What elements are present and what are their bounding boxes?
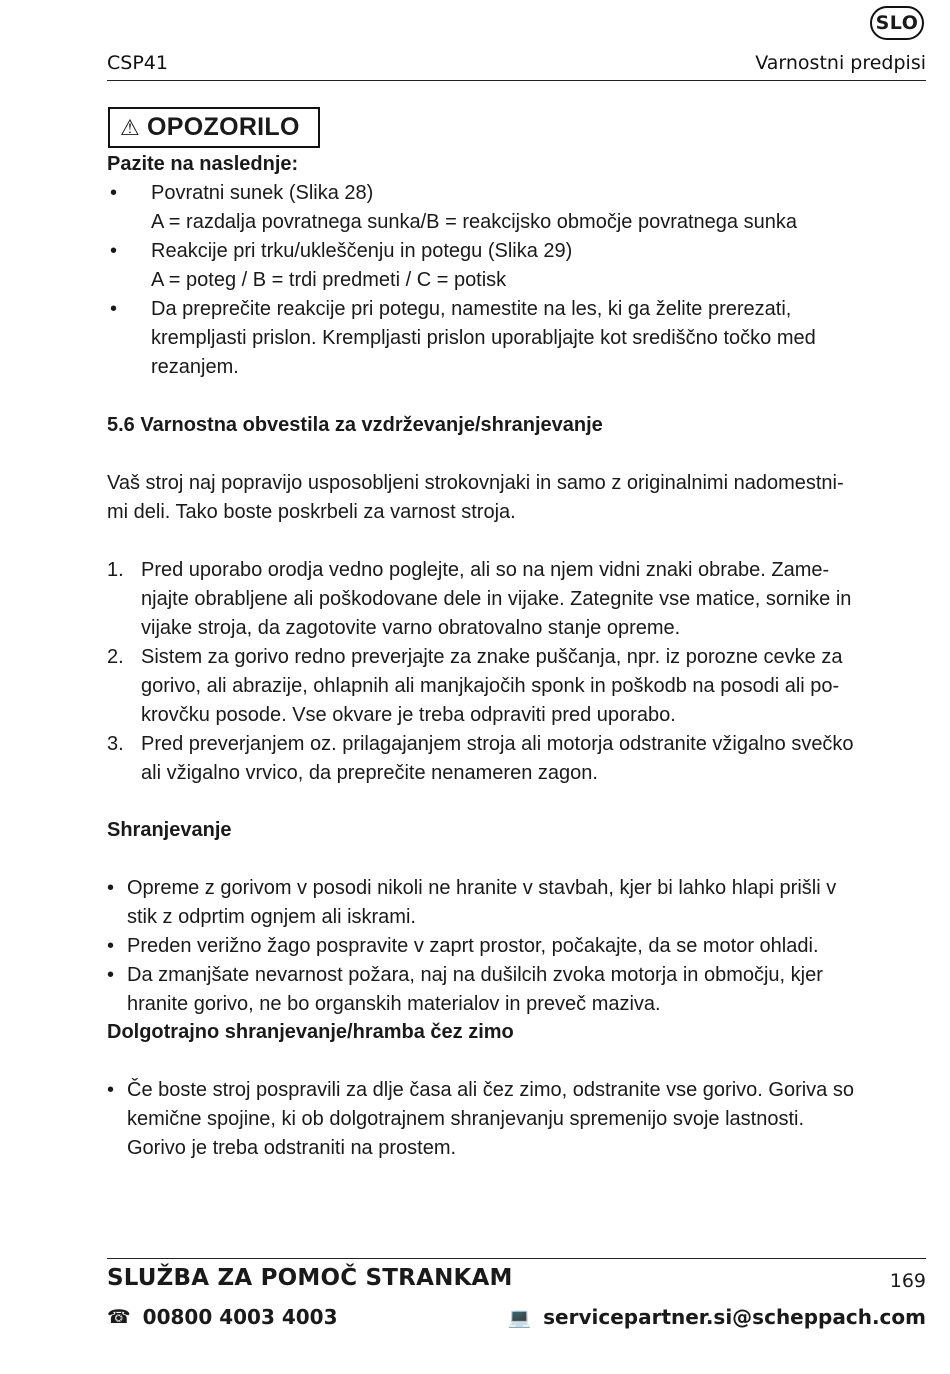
computer-icon: 💻 [507,1306,532,1329]
phone-number: 00800 4003 4003 [142,1305,338,1329]
footer-divider [107,1258,926,1259]
bullet-dot: • [110,182,118,204]
list-item: Povratni sunek (Slika 28) [151,182,374,204]
service-email [507,1305,926,1329]
list-item-cont: Gorivo je treba odstraniti na prostem. [127,1137,457,1159]
list-number: 3. [107,733,124,755]
list-item-cont: A = poteg / B = trdi predmeti / C = potisk [151,269,507,291]
list-item-cont: A = razdalja povratnega sunka/B = reakcijsko območje povratnega sunka [151,211,797,233]
section-title: Varnostni predpisi [755,52,926,74]
bullet-dot: • [110,298,118,320]
customer-service-title: SLUŽBA ZA POMOČ STRANKAM [107,1265,513,1291]
numbered-item: Sistem za gorivo redno preverjajte za znake puščanja, npr. iz porozne cevke za [141,646,843,668]
list-item-cont: rezanjem. [151,356,239,378]
paragraph-line: Vaš stroj naj popravijo usposobljeni strokovnjaki in samo z originalnimi nadomestni- [107,472,844,494]
numbered-item-cont: krovčku posode. Vse okvare je treba odpraviti pred uporabo. [141,704,676,726]
bullet-dot: • [110,240,118,262]
list-number: 1. [107,559,124,581]
language-badge: SLO [870,6,924,40]
warning-title: OPOZORILO [147,113,300,141]
numbered-item-cont: vijake stroja, da zagotovite varno obratovalno stanje opreme. [141,617,681,639]
paragraph-line: mi deli. Tako boste poskrbeli za varnost stroja. [107,501,516,523]
service-phone [107,1305,338,1329]
list-item: Opreme z gorivom v posodi nikoli ne hranite v stavbah, kjer bi lahko hlapi prišli v [127,877,837,899]
header-divider [107,80,926,81]
list-item: Reakcije pri trku/ukleščenju in potegu (Slika 29) [151,240,573,262]
list-number: 2. [107,646,124,668]
numbered-item-cont: ali vžigalno vrvico, da preprečite nenameren zagon. [141,762,598,784]
list-item: Preden verižno žago pospravite v zaprt prostor, počakajte, da se motor ohladi. [127,935,819,957]
page-number: 169 [889,1270,926,1292]
bullet-dot: • [107,935,115,957]
warning-lead: Pazite na naslednje: [107,153,299,175]
model-name: CSP41 [107,52,168,74]
numbered-item-cont: njajte obrabljene ali poškodovane dele in vijake. Zategnite vse matice, sornike in [141,588,852,610]
list-item-cont: kemične spojine, ki ob dolgotrajnem shranjevanju spremenijo svoje lastnosti. [127,1108,805,1130]
bullet-dot: • [107,1079,115,1101]
storage-heading: Shranjevanje [107,819,232,841]
phone-icon: ☎ [107,1306,131,1328]
list-item-cont: stik z odprtim ognjem ali iskrami. [127,906,416,928]
bullet-dot: • [107,877,115,899]
warning-box [108,107,320,148]
list-item: Če boste stroj pospravili za dlje časa ali čez zimo, odstranite vse gorivo. Goriva so [127,1079,854,1101]
numbered-item-cont: gorivo, ali abrazije, ohlapnih ali manjkajočih sponk in poškodb na posodi ali po- [141,675,840,697]
list-item-cont: krempljasti prislon. Krempljasti prislon uporabljajte kot središčno točko med [151,327,816,349]
email-address: servicepartner.si@scheppach.com [543,1305,926,1329]
long-term-heading: Dolgotrajno shranjevanje/hramba čez zimo [107,1021,514,1043]
list-item: Da zmanjšate nevarnost požara, naj na dušilcih zvoka motorja in območju, kjer [127,964,823,986]
list-item: Da preprečite reakcije pri potegu, namestite na les, ki ga želite prerezati, [151,298,792,320]
section-heading: 5.6 Varnostna obvestila za vzdrževanje/shranjevanje [107,414,603,436]
bullet-dot: • [107,964,115,986]
list-item-cont: hranite gorivo, ne bo organskih materialov in preveč maziva. [127,993,661,1015]
numbered-item: Pred uporabo orodja vedno poglejte, ali so na njem vidni znaki obrabe. Zame- [141,559,830,581]
numbered-item: Pred preverjanjem oz. prilagajanjem stroja ali motorja odstranite vžigalno svečko [141,733,854,755]
warning-triangle-icon: ⚠ [120,114,141,140]
